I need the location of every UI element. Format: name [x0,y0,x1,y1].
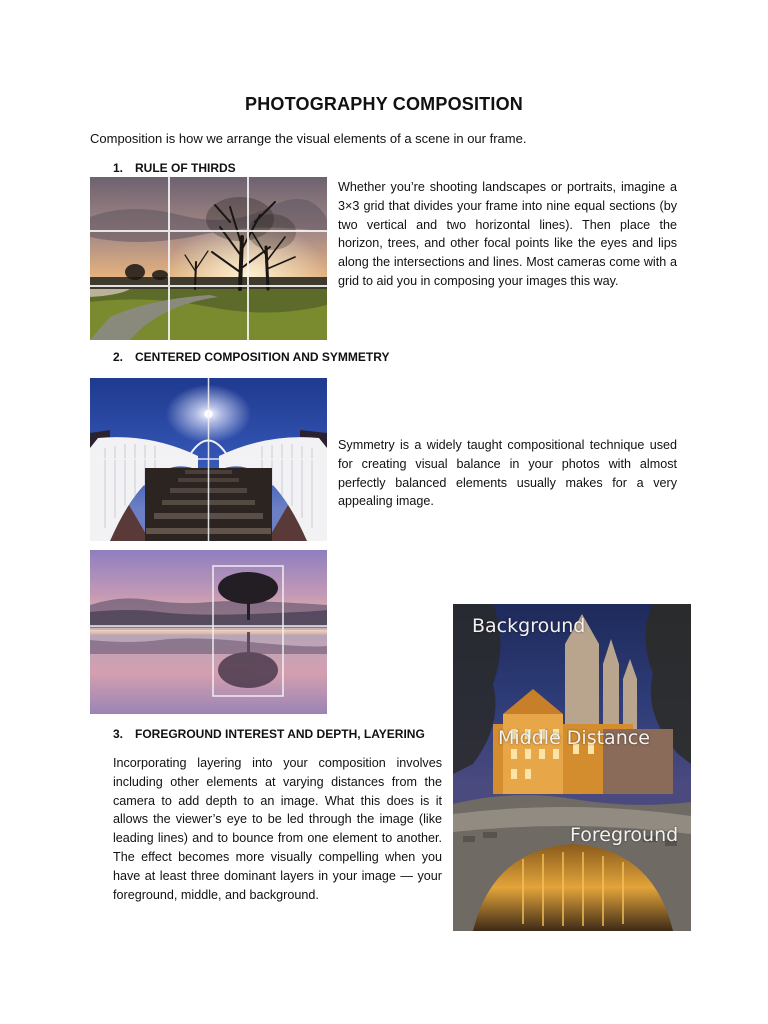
section-body-rule-of-thirds: Whether you’re shooting landscapes or portraits, imagine a 3×3 grid that divides your frame into nine equal sections (by two vertical and two horizontal lines). Then place the horizon, trees, and other focal points like the eyes and lips along the intersections and lines. Most cameras come with a grid to aid you in composing your images this way. [338,180,677,288]
section-body-symmetry: Symmetry is a widely taught compositional technique used for creating visual balance in your photos with almost perfectly balanced elements usually makes for a very appealing image. [338,438,677,509]
symmetry-bridge-photo [90,378,327,541]
section-number: 3. [113,727,124,741]
section-number: 2. [113,350,124,364]
page-title: PHOTOGRAPHY COMPOSITION [245,94,523,114]
section-title: FOREGROUND INTEREST AND DEPTH, LAYERING [135,727,425,741]
layering-bruges-photo [453,604,691,931]
layer-label-foreground: Foreground [570,824,679,846]
rule-of-thirds-tree-photo [90,177,327,340]
layer-label-background: Background [472,615,586,637]
section-number: 1. [113,161,124,175]
reflection-tree-photo [90,550,327,714]
section-title: RULE OF THIRDS [135,161,236,175]
section-heading-symmetry [113,350,389,364]
intro-text: Composition is how we arrange the visual elements of a scene in our frame. [90,131,527,146]
section-heading-layering [113,727,425,741]
section-heading-rule-of-thirds [113,161,236,175]
section-body-layering: Incorporating layering into your composition involves including other elements at varying distances from the camera to add depth to an image. What this does is it allows the viewer’s eye to be led through the image (like leading lines) and to bounce from one element to another. The effect becomes more visually compelling when you have at least three dominant layers in your image — your foreground, middle, and background. [113,756,442,902]
layer-label-middle-distance: Middle Distance [498,727,650,749]
section-title: CENTERED COMPOSITION AND SYMMETRY [135,350,390,364]
